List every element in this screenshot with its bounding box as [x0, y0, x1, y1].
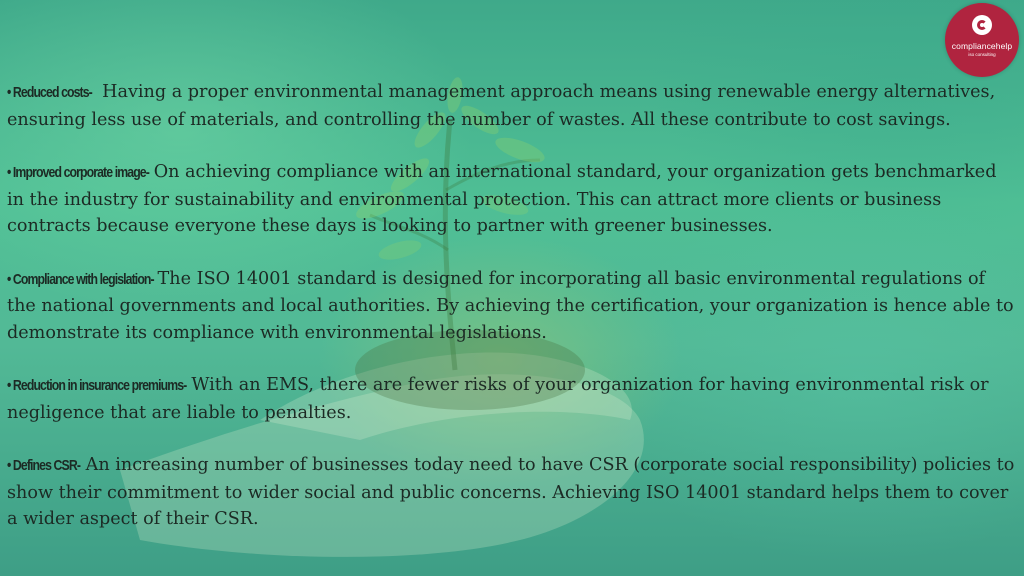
bullet-improved-corporate-image [7, 159, 1019, 240]
logo-c-icon [972, 15, 992, 35]
benefits-list [7, 79, 1019, 559]
bullet-heading: • Compliance with legislation- [7, 270, 154, 288]
bullet-heading: • Defines CSR- [7, 457, 81, 474]
bullet-text: With an EMS, there are fewer risks of your organization for having environmental risk or negligence that are liable to penalties. [7, 375, 989, 423]
bullet-defines-csr [7, 452, 1019, 533]
logo-name: compliancehelp [951, 41, 1013, 51]
bullet-heading: • Reduced costs- [7, 84, 92, 101]
compliancehelp-logo[interactable] [945, 3, 1019, 77]
bullet-reduction-in-insurance-premiums [7, 372, 1019, 426]
bullet-text: An increasing number of businesses today need to have CSR (corporate social responsibility) policies to show their commitment to wider social and public concerns. Achieving ISO 14001 standard helps them to cover a wider aspect of their CSR. [7, 455, 1015, 529]
bullet-text: The ISO 14001 standard is designed for incorporating all basic environmental regulations of the national governments and local authorities. By achieving the certification, your organization is hence able to demonstrate its compliance with environmental legislations. [7, 268, 1014, 343]
bullet-heading: • Improved corporate image- [7, 164, 149, 181]
bullet-heading: • Reduction in insurance premiums- [7, 377, 187, 394]
logo-subtitle: iso consulting [968, 52, 996, 57]
bullet-text: On achieving compliance with an international standard, your organization gets benchmarked in the industry for sustainability and environmental protection. This can attract more clients or business contracts because everyone these days is looking to partner with greener businesses. [7, 162, 997, 236]
bullet-text: Having a proper environmental management approach means using renewable energy alternatives, ensuring less use of materials, and controlling the number of wastes. All these contribute to cost savings. [7, 82, 996, 130]
bullet-compliance-with-legislation [7, 266, 1019, 347]
bullet-reduced-costs [7, 79, 1019, 133]
